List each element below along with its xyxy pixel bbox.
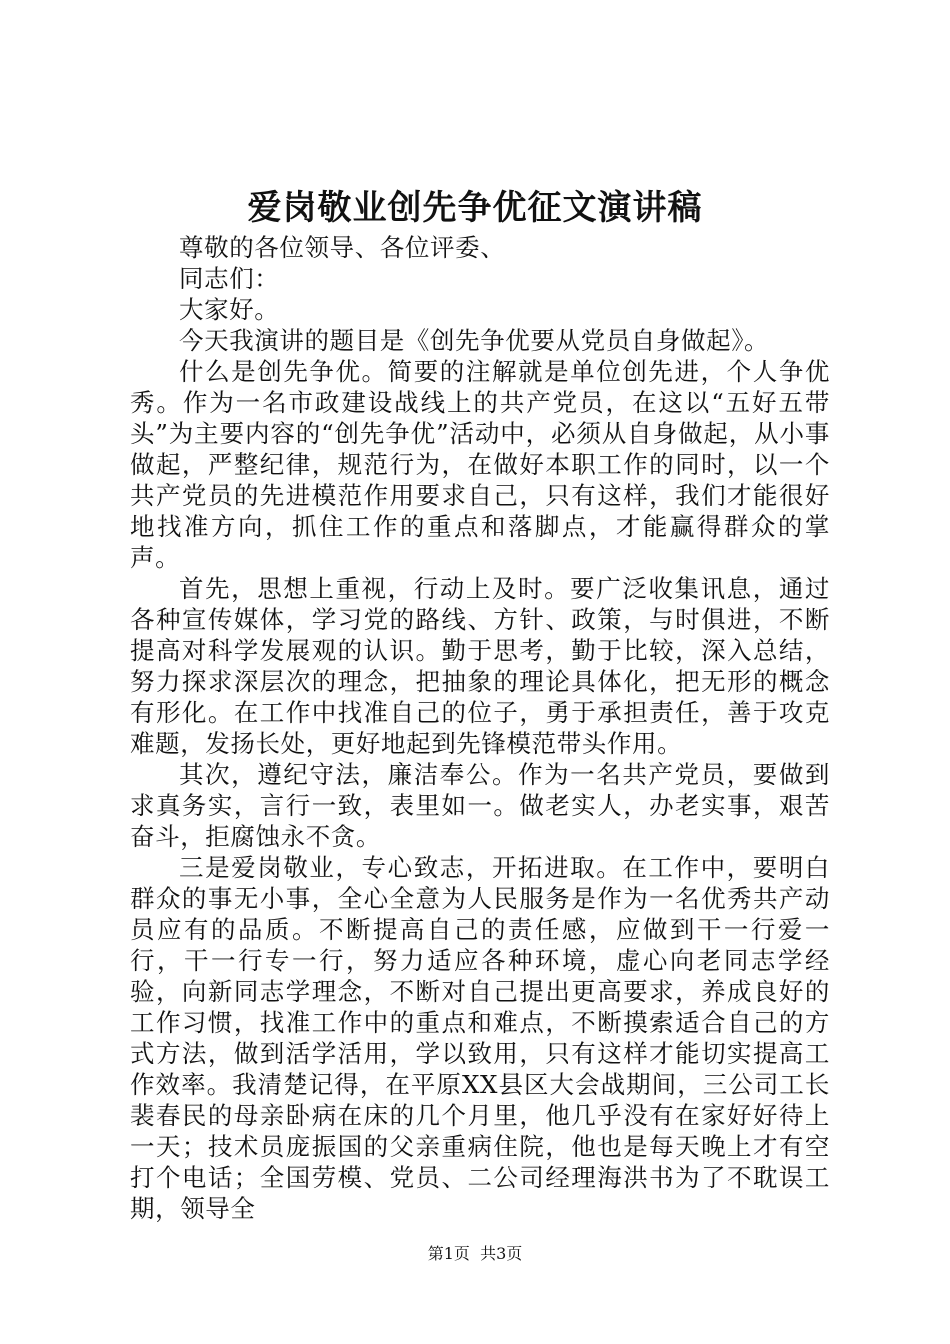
body-paragraph: 三是爱岗敬业，专心致志，开拓进取。在工作中，要明白群众的事无小事，全心全意为人民服务是作为一名优秀共产动员应有的品质。不断提高自己的责任感，应做到干一行爱一行，干一行专一行，努力适应各种环境，虚心向老同志学经验，向新同志学理念，不断对自己提出更高要求，养成良好的工作习惯，找准工作中的重点和难点，不断摸索适合自己的方式方法，做到活学活用，学以致用，只有这样才能切实提高工作效率。我清楚记得，在平原XX县区大会战期间，三公司工长裴春民的母亲卧病在床的几个月里，他几乎没有在家好好待上一天；技术员庞振国的父亲重病住院，他也是每天晚上才有空打个电话；全国劳模、党员、二公司经理海洪书为了不耽误工期，领导全 [130, 853, 830, 1223]
document-title: 爱岗敬业创先争优征文演讲稿 [247, 188, 703, 228]
body-paragraph: 首先，思想上重视，行动上及时。要广泛收集讯息，通过各种宣传媒体，学习党的路线、方针、政策，与时俱进，不断提高对科学发展观的认识。勤于思考，勤于比较，深入总结，努力探求深层次的理念，把抽象的理论具体化，把无形的概念有形化。在工作中找准自己的位子，勇于承担责任，善于攻克难题，发扬长处，更好地起到先锋模范带头作用。 [130, 574, 830, 758]
page-number-footer: 第1页 共3页 [427, 1244, 523, 1263]
document-body [130, 232, 830, 1224]
salutation-line: 同志们： [179, 264, 280, 293]
body-paragraph: 其次，遵纪守法，廉洁奉公。作为一名共产党员，要做到求真务实，言行一致，表里如一。做老实人，办老实事，艰苦奋斗，拒腐蚀永不贪。 [130, 760, 830, 851]
body-paragraph: 什么是创先争优。简要的注解就是单位创先进，个人争优秀。作为一名市政建设战线上的共产党员，在这以“五好五带头”为主要内容的“创先争优”活动中，必须从自身做起，从小事做起，严整纪律，规范行为，在做好本职工作的同时，以一个共产党员的先进模范作用要求自己，只有这样，我们才能很好地找准方向，抓住工作的重点和落脚点，才能赢得群众的掌声。 [130, 357, 830, 572]
greeting-line: 大家好。 [179, 295, 280, 324]
salutation-line: 尊敬的各位领导、各位评委、 [179, 233, 506, 262]
topic-paragraph: 今天我演讲的题目是《创先争优要从党员自身做起》。 [179, 326, 770, 355]
